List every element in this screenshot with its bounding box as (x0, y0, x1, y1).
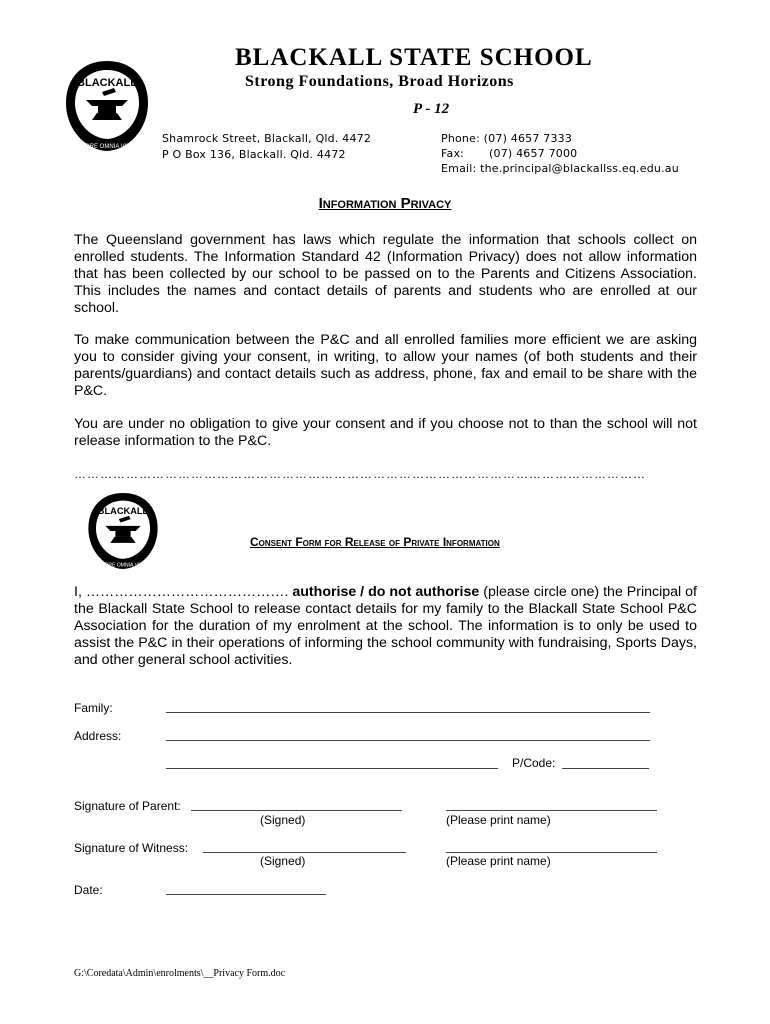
witness-signature-field[interactable] (203, 852, 406, 853)
info-paragraph-2: To make communication between the P&C and all enrolled families more efficient we are asking you to consider giving your consent, in writing, to allow your names (of both students and their parents/guardians) and contact details such as address, phone, fax and email to be share with the P&C. (74, 332, 697, 399)
cut-line-separator: …………………………………………………………………………………………………………………… (74, 467, 646, 481)
consent-paragraph (74, 584, 697, 669)
fax-label: Fax: (441, 147, 465, 160)
authorise-options[interactable]: authorise / do not authorise (292, 584, 480, 600)
address-line-1: Shamrock Street, Blackall, Qld. 4472 (162, 132, 372, 145)
family-field[interactable] (166, 712, 650, 713)
parent-print-caption: (Please print name) (446, 813, 551, 827)
postcode-field[interactable] (562, 768, 649, 769)
document-path-footer: G:\Coredata\Admin\enrolments\__Privacy Form.doc (74, 968, 286, 979)
family-label: Family: (74, 701, 113, 715)
address-field-line-1[interactable] (166, 740, 650, 741)
date-label: Date: (74, 883, 103, 897)
grade-range: P - 12 (413, 101, 450, 117)
consent-text: (please circle one) the Principal of the Blackall State School to release contact details for my family to the Blackall State School P&C Association for the duration of my enrolment at the school. The information is to only be used to assist the P&C in their operations of informing the school community with fundraising, Sports Days, and other general school activities. (74, 584, 697, 668)
info-privacy-heading: Information Privacy (318, 195, 452, 212)
witness-signed-caption: (Signed) (260, 854, 306, 868)
school-logo (62, 58, 152, 154)
phone-number: Phone: (07) 4657 7333 (441, 132, 573, 145)
school-crest-icon (62, 58, 152, 154)
address-line-2: P O Box 136, Blackall. Qld. 4472 (162, 148, 346, 161)
parent-print-name-field[interactable] (446, 810, 657, 811)
witness-print-name-field[interactable] (446, 852, 657, 853)
info-paragraph-1: The Queensland government has laws which regulate the information that schools collect on enrolled students. The Information Standard 42 (Information Privacy) does not allow information that has been collected by our school to be passed on to the Parents and Citizens Association. This includes the names and contact details of parents and students who are enrolled at our school. (74, 232, 697, 316)
address-label: Address: (74, 729, 122, 743)
address-field-line-2[interactable] (166, 768, 498, 769)
parent-signed-caption: (Signed) (260, 813, 306, 827)
consent-form-title: Consent Form for Release of Private Information (250, 535, 500, 549)
witness-signature-label: Signature of Witness: (74, 841, 189, 855)
school-crest-small-icon (85, 490, 161, 572)
fax-number: (07) 4657 7000 (489, 147, 578, 160)
logo-text: BLACKALL (77, 77, 137, 89)
logo-motto-small: LABORE OMNIA VINCIT (94, 562, 152, 569)
school-logo-small (85, 490, 161, 572)
email-address: Email: the.principal@blackallss.eq.edu.au (441, 162, 679, 175)
date-field[interactable] (166, 894, 326, 895)
witness-print-caption: (Please print name) (446, 854, 551, 868)
postcode-label: P/Code: (512, 756, 556, 770)
school-name: BLACKALL STATE SCHOOL (235, 44, 593, 71)
info-paragraph-3: You are under no obligation to give your consent and if you choose not to than the school will not release information to the P&C. (74, 416, 697, 449)
logo-text-small: BLACKALL (97, 506, 149, 517)
parent-signature-label: Signature of Parent: (74, 799, 181, 813)
consent-name-blank[interactable]: I, ……………………………………. (74, 584, 289, 600)
school-tagline: Strong Foundations, Broad Horizons (245, 73, 514, 90)
parent-signature-field[interactable] (191, 810, 402, 811)
logo-motto: LABORE OMNIA VINCIT (73, 144, 141, 150)
